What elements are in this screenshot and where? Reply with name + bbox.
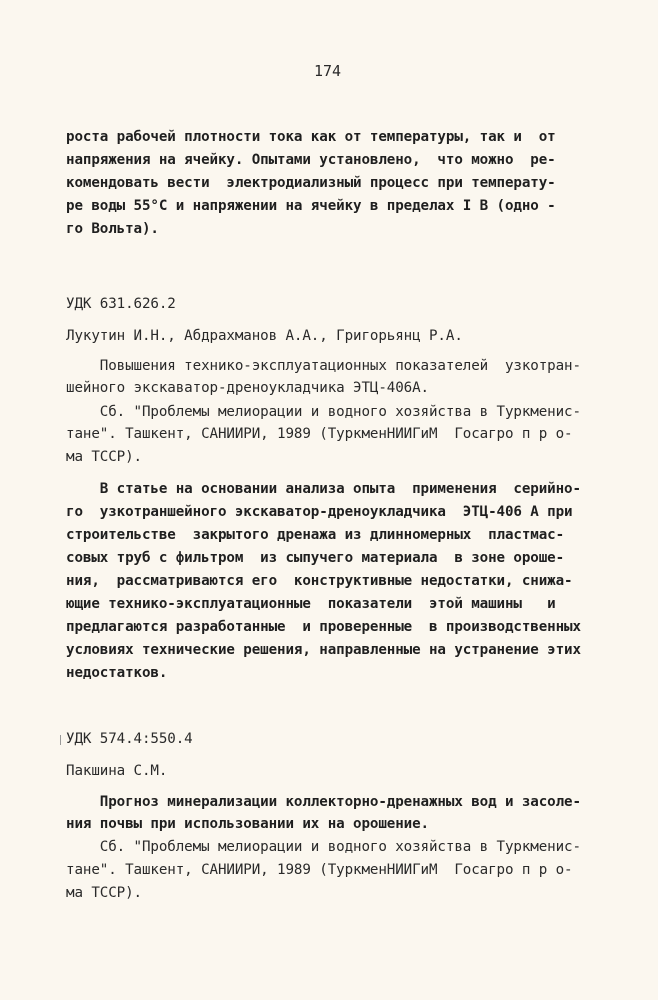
entry-title-line: Повышения технико-эксплуатационных показателей узкотран- [66, 358, 581, 374]
source-line: ма ТССР). [66, 449, 142, 465]
page-number: 174 [314, 62, 342, 80]
source-line: тане". Ташкент, САНИИРИ, 1989 (ТуркменНИИГиМ Госагро п р о- [66, 426, 573, 442]
intro-line: роста рабочей плотности тока как от температуры, так и от [66, 129, 556, 145]
intro-line: ре воды 55°С и напряжении на ячейку в пределах I В (одно - [66, 198, 556, 214]
entry-title-line: ния почвы при использовании их на орошение. [66, 816, 429, 832]
authors: Пакшина С.М. [66, 763, 168, 779]
intro-line: комендовать вести электродиализный процесс при температу- [66, 175, 556, 191]
source-line: тане". Ташкент, САНИИРИ, 1989 (ТуркменНИИГиМ Госагро п р о- [66, 862, 573, 878]
source-line: ма ТССР). [66, 885, 142, 901]
abstract-line: строительстве закрытого дренажа из длинномерных пластмас- [66, 527, 565, 543]
authors: Лукутин И.Н., Абдрахманов А.А., Григорьянц Р.А. [66, 328, 463, 344]
abstract-line: В статье на основании анализа опыта применения серийно- [66, 481, 581, 497]
abstract-line: условиях технические решения, направленные на устранение этих [66, 642, 581, 658]
intro-line: го Вольта). [66, 221, 159, 237]
udk-code: УДК 574.4:550.4 [66, 731, 193, 747]
udk-code: УДК 631.626.2 [66, 296, 176, 312]
abstract-line: недостатков. [66, 665, 168, 681]
abstract-line: ющие технико-эксплуатационные показатели этой машины и [66, 596, 556, 612]
abstract-line: го узкотраншейного экскаватор-дреноукладчика ЭТЦ-406 А при [66, 504, 573, 520]
entry-title-line: шейного экскаватор-дреноукладчика ЭТЦ-406А. [66, 380, 429, 396]
margin-mark [60, 735, 61, 745]
abstract-line: совых труб с фильтром из сыпучего материала в зоне ороше- [66, 550, 565, 566]
intro-line: напряжения на ячейку. Опытами установлено, что можно ре- [66, 152, 556, 168]
abstract-line: ния, рассматриваются его конструктивные недостатки, снижа- [66, 573, 573, 589]
source-line: Сб. "Проблемы мелиорации и водного хозяйства в Туркменис- [66, 404, 581, 420]
entry-title-line: Прогноз минерализации коллекторно-дренажных вод и засоле- [66, 794, 581, 810]
source-line: Сб. "Проблемы мелиорации и водного хозяйства в Туркменис- [66, 839, 581, 855]
abstract-line: предлагаются разработанные и проверенные в производственных [66, 619, 581, 635]
